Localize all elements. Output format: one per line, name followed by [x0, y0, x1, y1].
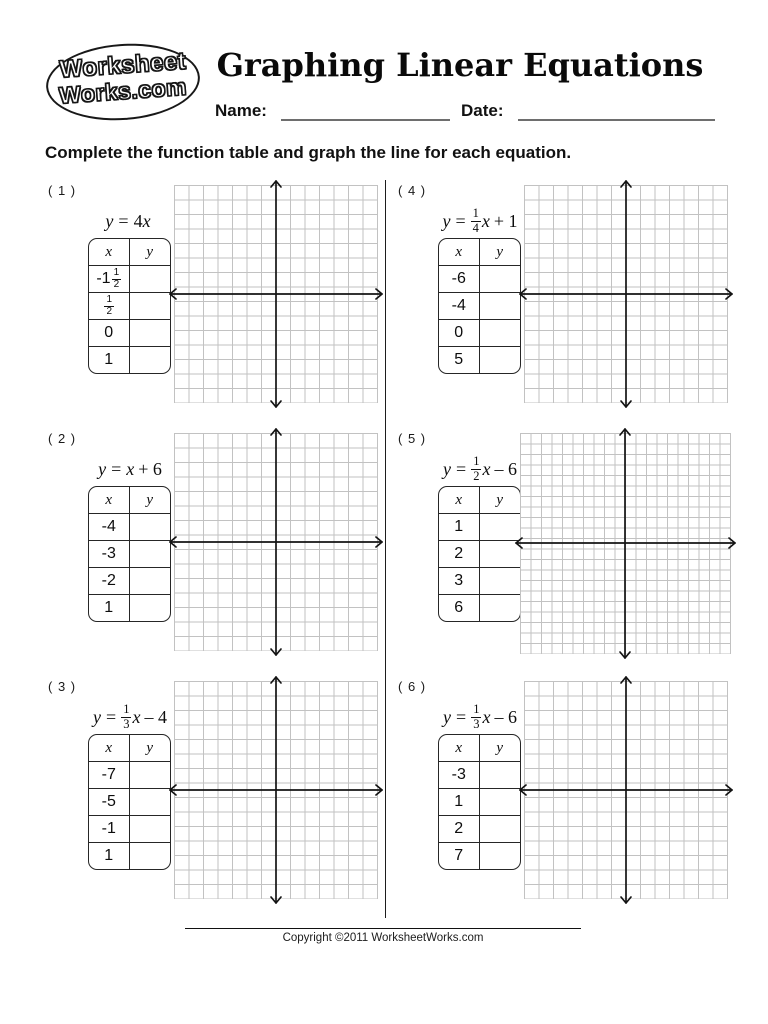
logo-text-line1: Worksheet — [58, 47, 188, 84]
coordinate-grid — [174, 681, 378, 899]
table-row — [439, 319, 520, 346]
table-row — [89, 346, 170, 373]
table-row — [89, 319, 170, 346]
y-answer-cell — [480, 789, 521, 815]
xy-axes-icon — [512, 425, 739, 662]
table-header-row — [89, 239, 170, 265]
y-answer-cell — [130, 266, 171, 292]
col-header-x: x — [89, 487, 130, 513]
xy-axes-icon — [166, 177, 386, 411]
y-answer-cell — [130, 293, 171, 319]
equation: y = $\frac{1}{3}$ x – 6 — [443, 702, 517, 731]
table-row — [439, 788, 520, 815]
x-value: 2 — [439, 541, 480, 567]
y-answer-cell — [130, 320, 171, 346]
name-label: Name: — [215, 101, 267, 120]
y-answer-cell — [130, 762, 171, 788]
xy-axes-icon — [166, 673, 386, 907]
y-answer-cell — [130, 568, 171, 594]
x-value: 5 — [439, 347, 480, 373]
name-blank-line — [281, 103, 450, 121]
x-value: 2 — [439, 816, 480, 842]
fraction: $\frac{1}{2}$ — [113, 267, 120, 290]
problem-number: ( 6 ) — [398, 679, 427, 694]
table-row — [439, 265, 520, 292]
y-answer-cell — [480, 843, 521, 869]
table-header-row — [89, 735, 170, 761]
col-header-y: y — [146, 243, 154, 260]
table-header-row — [439, 239, 520, 265]
y-answer-cell — [130, 816, 171, 842]
col-header-x: x — [89, 735, 130, 761]
y-answer-cell — [480, 320, 521, 346]
function-table — [438, 734, 521, 870]
y-answer-cell — [130, 347, 171, 373]
x-value: 6 — [439, 595, 480, 621]
x-value: 1 — [439, 789, 480, 815]
x-value: -3 — [439, 762, 480, 788]
table-row — [89, 761, 170, 788]
date-blank-line — [518, 103, 715, 121]
x-value: 1 — [89, 843, 130, 869]
worksheetworks-logo — [46, 40, 202, 124]
fraction: $\frac{1}{2}$ — [106, 294, 113, 317]
x-value: 1 — [439, 514, 480, 540]
x-value: 3 — [439, 568, 480, 594]
col-header-x: x — [439, 735, 480, 761]
x-value: 1 — [89, 595, 130, 621]
x-value: -3 — [89, 541, 130, 567]
table-row — [439, 761, 520, 788]
x-value: -7 — [89, 762, 130, 788]
problem-1 — [46, 180, 380, 422]
x-value: 1 — [89, 347, 130, 373]
x-value: 0 — [89, 320, 130, 346]
xy-axes-icon — [166, 425, 386, 659]
equation: y = 4 x — [105, 210, 151, 231]
table-row — [89, 513, 170, 540]
equation: y = $\frac{1}{2}$ x – 6 — [443, 454, 517, 483]
equation: y = $\frac{1}{3}$ x – 4 — [93, 702, 167, 731]
coordinate-grid — [524, 185, 728, 403]
logo-text-line2: Works.com — [58, 73, 188, 109]
table-header-row — [439, 735, 520, 761]
x-value: 0 — [439, 320, 480, 346]
fraction: $\frac{1}{3}$ — [123, 702, 130, 731]
problem-number: ( 4 ) — [398, 183, 427, 198]
table-row — [89, 540, 170, 567]
equation: y = x + 6 — [98, 458, 162, 479]
xy-axes-icon — [516, 177, 736, 411]
x-value: -4 — [89, 514, 130, 540]
table-row — [89, 788, 170, 815]
x-value: -1 — [89, 816, 130, 842]
table-header-row — [89, 487, 170, 513]
table-row — [439, 594, 520, 621]
fraction: $\frac{1}{2}$ — [473, 454, 480, 483]
col-header-y: y — [146, 739, 154, 756]
copyright-text: Copyright ©2011 WorksheetWorks.com — [282, 932, 484, 944]
y-answer-cell — [130, 514, 171, 540]
problem-number: ( 2 ) — [48, 431, 77, 446]
y-answer-cell — [130, 843, 171, 869]
fraction: $\frac{1}{3}$ — [473, 702, 480, 731]
coordinate-grid — [520, 433, 731, 654]
coordinate-grid — [174, 433, 378, 651]
problem-4 — [396, 180, 730, 422]
problem-number: ( 1 ) — [48, 183, 77, 198]
x-value: 7 — [439, 843, 480, 869]
table-row — [439, 540, 520, 567]
table-row — [89, 567, 170, 594]
col-header-y: y — [496, 739, 504, 756]
problem-5 — [396, 428, 730, 670]
problem-number: ( 5 ) — [398, 431, 427, 446]
x-value: -2 — [89, 568, 130, 594]
function-table — [88, 734, 171, 870]
y-answer-cell — [480, 816, 521, 842]
y-answer-cell — [480, 762, 521, 788]
x-value — [89, 293, 130, 319]
function-table — [88, 238, 171, 374]
table-row — [439, 842, 520, 869]
instruction-text: Complete the function table and graph the line for each equation. — [45, 143, 572, 162]
coordinate-grid — [524, 681, 728, 899]
table-row — [439, 567, 520, 594]
problem-number: ( 3 ) — [48, 679, 77, 694]
col-header-x: x — [89, 239, 130, 265]
y-answer-cell — [480, 293, 521, 319]
table-row — [89, 594, 170, 621]
table-row — [89, 842, 170, 869]
table-row — [439, 346, 520, 373]
y-answer-cell — [130, 789, 171, 815]
problem-3 — [46, 676, 380, 918]
function-table — [438, 238, 521, 374]
x-value: -6 — [439, 266, 480, 292]
x-value: -5 — [89, 789, 130, 815]
col-header-x: x — [439, 487, 480, 513]
table-row — [89, 292, 170, 319]
col-header-x: x — [439, 239, 480, 265]
y-answer-cell — [130, 541, 171, 567]
problem-2 — [46, 428, 380, 670]
y-answer-cell — [480, 266, 521, 292]
x-value: -1 $\frac{1}{2}$ — [89, 266, 130, 292]
equation: y = $\frac{1}{4}$ x + 1 — [442, 206, 518, 235]
table-row — [439, 815, 520, 842]
date-label: Date: — [461, 101, 504, 120]
y-answer-cell — [130, 595, 171, 621]
table-row — [439, 292, 520, 319]
fraction: $\frac{1}{4}$ — [472, 206, 479, 235]
table-row — [89, 815, 170, 842]
y-answer-cell — [480, 347, 521, 373]
function-table — [438, 486, 521, 622]
x-value: -4 — [439, 293, 480, 319]
coordinate-grid — [174, 185, 378, 403]
table-header-row — [439, 487, 520, 513]
footer-divider — [185, 928, 581, 929]
xy-axes-icon — [516, 673, 736, 907]
problem-6 — [396, 676, 730, 918]
table-row — [439, 513, 520, 540]
page-title: Graphing Linear Equations — [216, 46, 704, 84]
table-row — [89, 265, 170, 292]
col-header-y: y — [146, 491, 154, 508]
function-table — [88, 486, 171, 622]
col-header-y: y — [496, 243, 504, 260]
col-header-y: y — [496, 491, 504, 508]
